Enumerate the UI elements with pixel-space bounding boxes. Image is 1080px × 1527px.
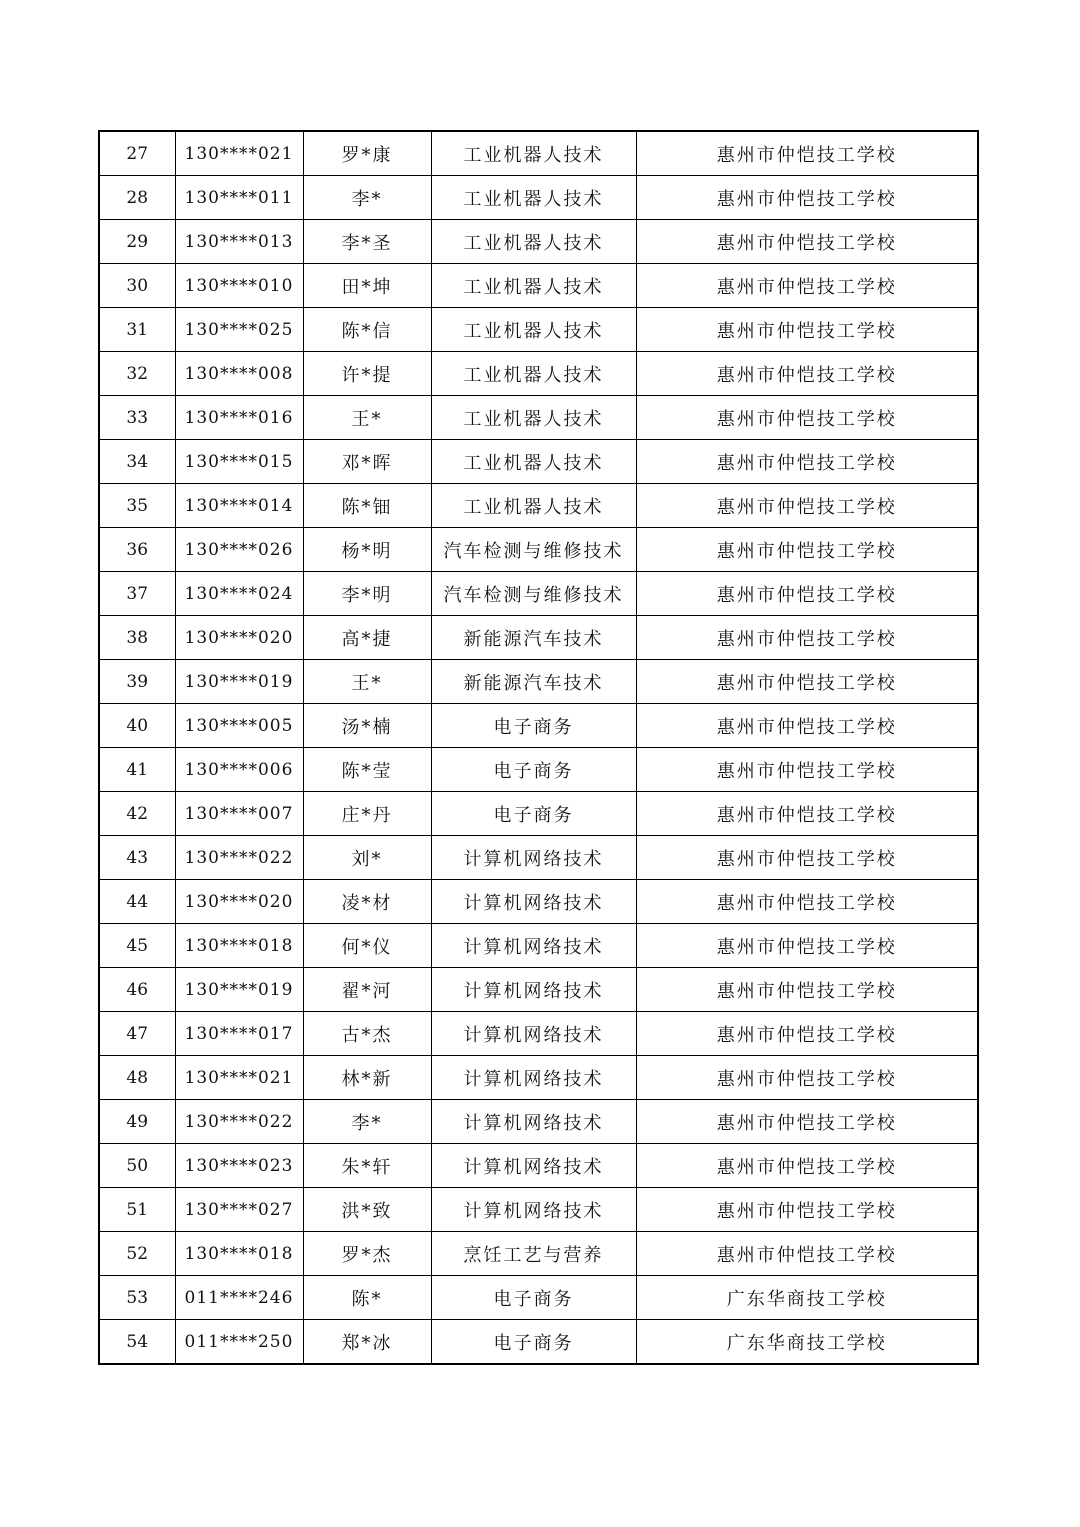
- major-cell: 工业机器人技术: [431, 308, 636, 352]
- name-cell: 李*明: [303, 572, 431, 616]
- name-cell: 林*新: [303, 1056, 431, 1100]
- exam-id-cell: 130****008: [175, 352, 303, 396]
- name-cell: 田*坤: [303, 264, 431, 308]
- table-row: [99, 220, 978, 264]
- major-cell: 工业机器人技术: [431, 176, 636, 220]
- row-number-cell: 39: [99, 660, 175, 704]
- major-cell: 汽车检测与维修技术: [431, 572, 636, 616]
- major-cell: 电子商务: [431, 1276, 636, 1320]
- school-cell: 惠州市仲恺技工学校: [636, 1232, 978, 1276]
- table-row: [99, 131, 978, 176]
- table-row: [99, 572, 978, 616]
- table-row: [99, 1320, 978, 1365]
- table-row: [99, 176, 978, 220]
- school-cell: 惠州市仲恺技工学校: [636, 1100, 978, 1144]
- row-number-cell: 52: [99, 1232, 175, 1276]
- school-cell: 惠州市仲恺技工学校: [636, 1144, 978, 1188]
- exam-id-cell: 130****020: [175, 616, 303, 660]
- table-row: [99, 924, 978, 968]
- exam-id-cell: 011****246: [175, 1276, 303, 1320]
- table-row: [99, 1188, 978, 1232]
- major-cell: 计算机网络技术: [431, 1012, 636, 1056]
- school-cell: 惠州市仲恺技工学校: [636, 440, 978, 484]
- exam-id-cell: 130****019: [175, 660, 303, 704]
- exam-id-cell: 130****006: [175, 748, 303, 792]
- name-cell: 郑*冰: [303, 1320, 431, 1365]
- major-cell: 新能源汽车技术: [431, 660, 636, 704]
- table-row: [99, 528, 978, 572]
- row-number-cell: 50: [99, 1144, 175, 1188]
- row-number-cell: 36: [99, 528, 175, 572]
- row-number-cell: 53: [99, 1276, 175, 1320]
- row-number-cell: 32: [99, 352, 175, 396]
- school-cell: 惠州市仲恺技工学校: [636, 572, 978, 616]
- school-cell: 惠州市仲恺技工学校: [636, 1188, 978, 1232]
- table-row: [99, 264, 978, 308]
- major-cell: 计算机网络技术: [431, 836, 636, 880]
- row-number-cell: 27: [99, 131, 175, 176]
- school-cell: 惠州市仲恺技工学校: [636, 836, 978, 880]
- table-row: [99, 1144, 978, 1188]
- name-cell: 朱*轩: [303, 1144, 431, 1188]
- name-cell: 罗*杰: [303, 1232, 431, 1276]
- name-cell: 洪*致: [303, 1188, 431, 1232]
- school-cell: 惠州市仲恺技工学校: [636, 396, 978, 440]
- exam-id-cell: 130****018: [175, 1232, 303, 1276]
- school-cell: 惠州市仲恺技工学校: [636, 660, 978, 704]
- table-row: [99, 1056, 978, 1100]
- table-row: [99, 660, 978, 704]
- row-number-cell: 42: [99, 792, 175, 836]
- name-cell: 王*: [303, 396, 431, 440]
- table-row: [99, 1100, 978, 1144]
- school-cell: 惠州市仲恺技工学校: [636, 792, 978, 836]
- major-cell: 计算机网络技术: [431, 1144, 636, 1188]
- table-row: [99, 1012, 978, 1056]
- table-row: [99, 396, 978, 440]
- major-cell: 工业机器人技术: [431, 396, 636, 440]
- name-cell: 邓*晖: [303, 440, 431, 484]
- exam-id-cell: 130****014: [175, 484, 303, 528]
- exam-id-cell: 130****007: [175, 792, 303, 836]
- name-cell: 翟*河: [303, 968, 431, 1012]
- school-cell: 广东华商技工学校: [636, 1276, 978, 1320]
- table-row: [99, 1276, 978, 1320]
- row-number-cell: 47: [99, 1012, 175, 1056]
- exam-id-cell: 130****015: [175, 440, 303, 484]
- table-row: [99, 484, 978, 528]
- major-cell: 工业机器人技术: [431, 220, 636, 264]
- name-cell: 何*仪: [303, 924, 431, 968]
- school-cell: 惠州市仲恺技工学校: [636, 352, 978, 396]
- major-cell: 工业机器人技术: [431, 352, 636, 396]
- row-number-cell: 41: [99, 748, 175, 792]
- school-cell: 惠州市仲恺技工学校: [636, 131, 978, 176]
- row-number-cell: 48: [99, 1056, 175, 1100]
- school-cell: 广东华商技工学校: [636, 1320, 978, 1365]
- major-cell: 汽车检测与维修技术: [431, 528, 636, 572]
- exam-id-cell: 011****250: [175, 1320, 303, 1365]
- row-number-cell: 31: [99, 308, 175, 352]
- exam-id-cell: 130****021: [175, 131, 303, 176]
- row-number-cell: 51: [99, 1188, 175, 1232]
- name-cell: 李*圣: [303, 220, 431, 264]
- major-cell: 新能源汽车技术: [431, 616, 636, 660]
- school-cell: 惠州市仲恺技工学校: [636, 704, 978, 748]
- name-cell: 庄*丹: [303, 792, 431, 836]
- row-number-cell: 46: [99, 968, 175, 1012]
- table-row: [99, 352, 978, 396]
- name-cell: 高*捷: [303, 616, 431, 660]
- exam-id-cell: 130****013: [175, 220, 303, 264]
- table-row: [99, 616, 978, 660]
- major-cell: 烹饪工艺与营养: [431, 1232, 636, 1276]
- major-cell: 电子商务: [431, 704, 636, 748]
- row-number-cell: 44: [99, 880, 175, 924]
- exam-id-cell: 130****021: [175, 1056, 303, 1100]
- name-cell: 古*杰: [303, 1012, 431, 1056]
- major-cell: 计算机网络技术: [431, 1188, 636, 1232]
- row-number-cell: 45: [99, 924, 175, 968]
- school-cell: 惠州市仲恺技工学校: [636, 616, 978, 660]
- exam-id-cell: 130****018: [175, 924, 303, 968]
- row-number-cell: 54: [99, 1320, 175, 1365]
- name-cell: 王*: [303, 660, 431, 704]
- name-cell: 罗*康: [303, 131, 431, 176]
- table-row: [99, 308, 978, 352]
- exam-id-cell: 130****016: [175, 396, 303, 440]
- major-cell: 计算机网络技术: [431, 968, 636, 1012]
- table-row: [99, 836, 978, 880]
- major-cell: 电子商务: [431, 792, 636, 836]
- school-cell: 惠州市仲恺技工学校: [636, 528, 978, 572]
- name-cell: 陈*莹: [303, 748, 431, 792]
- exam-id-cell: 130****005: [175, 704, 303, 748]
- exam-id-cell: 130****017: [175, 1012, 303, 1056]
- school-cell: 惠州市仲恺技工学校: [636, 880, 978, 924]
- exam-id-cell: 130****010: [175, 264, 303, 308]
- name-cell: 汤*楠: [303, 704, 431, 748]
- row-number-cell: 37: [99, 572, 175, 616]
- table-row: [99, 440, 978, 484]
- name-cell: 凌*材: [303, 880, 431, 924]
- school-cell: 惠州市仲恺技工学校: [636, 220, 978, 264]
- major-cell: 计算机网络技术: [431, 880, 636, 924]
- major-cell: 工业机器人技术: [431, 131, 636, 176]
- name-cell: 陈*钿: [303, 484, 431, 528]
- row-number-cell: 28: [99, 176, 175, 220]
- major-cell: 电子商务: [431, 748, 636, 792]
- exam-id-cell: 130****020: [175, 880, 303, 924]
- major-cell: 工业机器人技术: [431, 264, 636, 308]
- major-cell: 工业机器人技术: [431, 440, 636, 484]
- table-row: [99, 1232, 978, 1276]
- name-cell: 刘*: [303, 836, 431, 880]
- table-row: [99, 880, 978, 924]
- name-cell: 李*: [303, 176, 431, 220]
- exam-id-cell: 130****022: [175, 836, 303, 880]
- row-number-cell: 40: [99, 704, 175, 748]
- name-cell: 李*: [303, 1100, 431, 1144]
- exam-id-cell: 130****026: [175, 528, 303, 572]
- major-cell: 电子商务: [431, 1320, 636, 1365]
- school-cell: 惠州市仲恺技工学校: [636, 1012, 978, 1056]
- row-number-cell: 30: [99, 264, 175, 308]
- exam-id-cell: 130****023: [175, 1144, 303, 1188]
- roster-table-body: [99, 131, 978, 1364]
- table-row: [99, 792, 978, 836]
- school-cell: 惠州市仲恺技工学校: [636, 924, 978, 968]
- exam-id-cell: 130****019: [175, 968, 303, 1012]
- table-row: [99, 748, 978, 792]
- row-number-cell: 49: [99, 1100, 175, 1144]
- exam-id-cell: 130****025: [175, 308, 303, 352]
- row-number-cell: 33: [99, 396, 175, 440]
- row-number-cell: 35: [99, 484, 175, 528]
- major-cell: 计算机网络技术: [431, 1056, 636, 1100]
- row-number-cell: 29: [99, 220, 175, 264]
- major-cell: 计算机网络技术: [431, 924, 636, 968]
- exam-id-cell: 130****022: [175, 1100, 303, 1144]
- school-cell: 惠州市仲恺技工学校: [636, 484, 978, 528]
- roster-table: [98, 130, 979, 1365]
- school-cell: 惠州市仲恺技工学校: [636, 264, 978, 308]
- row-number-cell: 43: [99, 836, 175, 880]
- exam-id-cell: 130****024: [175, 572, 303, 616]
- table-row: [99, 968, 978, 1012]
- school-cell: 惠州市仲恺技工学校: [636, 748, 978, 792]
- major-cell: 工业机器人技术: [431, 484, 636, 528]
- name-cell: 杨*明: [303, 528, 431, 572]
- row-number-cell: 34: [99, 440, 175, 484]
- school-cell: 惠州市仲恺技工学校: [636, 176, 978, 220]
- table-row: [99, 704, 978, 748]
- school-cell: 惠州市仲恺技工学校: [636, 968, 978, 1012]
- major-cell: 计算机网络技术: [431, 1100, 636, 1144]
- exam-id-cell: 130****027: [175, 1188, 303, 1232]
- name-cell: 许*提: [303, 352, 431, 396]
- row-number-cell: 38: [99, 616, 175, 660]
- school-cell: 惠州市仲恺技工学校: [636, 1056, 978, 1100]
- name-cell: 陈*: [303, 1276, 431, 1320]
- exam-id-cell: 130****011: [175, 176, 303, 220]
- name-cell: 陈*信: [303, 308, 431, 352]
- school-cell: 惠州市仲恺技工学校: [636, 308, 978, 352]
